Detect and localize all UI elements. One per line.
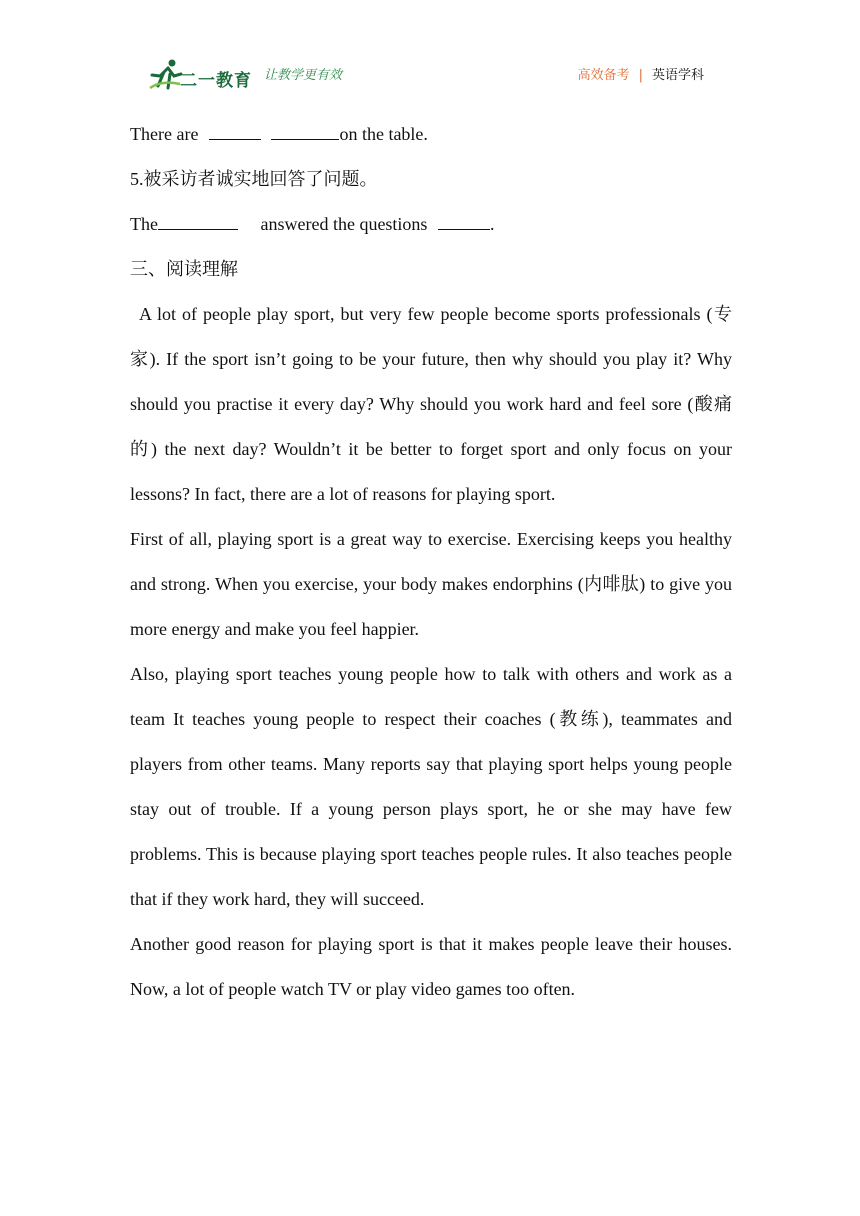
q5-answer-line [130, 202, 732, 247]
logo [148, 58, 258, 92]
reading-passage [130, 292, 732, 1012]
q4-answer-line [130, 112, 732, 157]
answer-blank [271, 138, 339, 140]
page-header [148, 58, 708, 94]
answer-blank [209, 138, 261, 140]
section-title: 三、阅读理解 [130, 259, 238, 279]
tag-exam-prep: 高效备考 [577, 68, 630, 83]
slogan: 让教学更有效 [264, 68, 343, 83]
logo-text: 二一教育 [180, 71, 252, 91]
answer-blank [158, 228, 238, 230]
q5-text-middle: answered the questions [260, 214, 428, 234]
tag-subject: 英语学科 [651, 68, 704, 83]
passage-paragraph: First of all, playing sport is a great way to exercise. Exercising keeps you healthy and strong. When you exercise, your body makes endorphins (内啡肽) to give you more energy and make you feel happier. [130, 529, 732, 639]
q4-text-before: There are [130, 124, 199, 144]
q5-text-before: The [130, 214, 158, 234]
answer-blank [438, 228, 490, 230]
passage-paragraph: A lot of people play sport, but very few people become sports professionals (专家). If the sport isn’t going to be your future, then why should you play it? Why should you practise it every day? Why should you work hard and feel sore (酸痛的) the next day? Wouldn’t it be better to forget sport and only focus on your lessons? In fact, there are a lot of reasons for playing sport. [130, 304, 732, 504]
tag-separator: | [638, 68, 643, 83]
passage-paragraph: Also, playing sport teaches young people how to talk with others and work as a team It teaches young people to respect their coaches (教练), teammates and players from other teams. Many reports say that playing sport helps young people stay out of trouble. If a young person plays sport, he or she may have few problems. This is because playing sport teaches people rules. It also teaches people that if they work hard, they will succeed. [130, 664, 732, 909]
runner-logo-icon [148, 58, 184, 92]
q5-prompt: 5.被采访者诚实地回答了问题。 [130, 169, 378, 189]
q5-text-after: . [489, 214, 495, 234]
passage-paragraph: Another good reason for playing sport is that it makes people leave their houses. Now, a lot of people watch TV or play video games too often. [130, 934, 732, 999]
q4-text-after: on the table. [339, 124, 428, 144]
document-body [130, 112, 732, 1012]
subject-tag [578, 64, 704, 83]
